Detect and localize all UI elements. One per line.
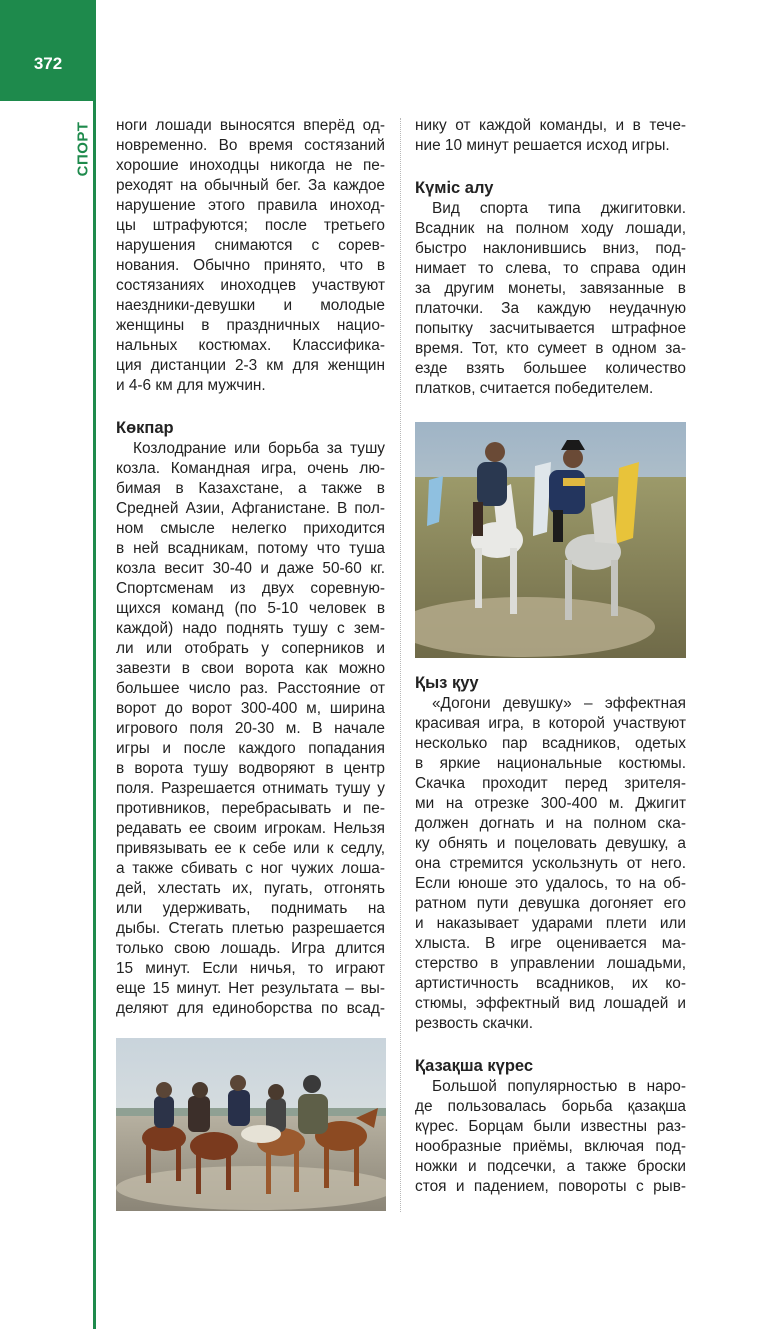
text-line: ножки и подсечки, а также броски — [415, 1158, 686, 1175]
text-line: каждой) надо поднять тушу с зем- — [116, 620, 385, 637]
text-line: ноги лошади выносятся вперёд од- — [116, 117, 385, 134]
text-line: дей, хлестать их, пугать, отгонять — [116, 880, 385, 897]
kokpar-paragraph — [116, 439, 385, 1019]
text-line: и 4-6 км для мужчин. — [116, 377, 266, 394]
text-line: «Догони девушку» – эффектная — [432, 695, 686, 712]
text-line: нарушение этого правила иноход- — [116, 197, 385, 214]
text-line: женщины в праздничных нацио- — [116, 317, 385, 334]
kyz-kuu-photo — [415, 422, 686, 658]
text-line: нальных костюмах. Классифика- — [116, 337, 385, 354]
text-line: стерство в управлении лошадьми, — [415, 955, 686, 972]
text-line: поля. Разрешается отнимать тушу у — [116, 780, 385, 797]
page-number: 372 — [33, 54, 63, 73]
section-label-text: СПОРТ — [74, 121, 92, 177]
text-line: нарушения снимаются с сорев- — [116, 237, 385, 254]
text-line: ли или отобрать у соперников и — [116, 640, 385, 657]
text-line: Всадник на полном ходу лошади, — [415, 220, 686, 237]
text-line: цы штрафуются; после третьего — [116, 217, 385, 234]
text-line: Спортсменам из двух соревную- — [116, 580, 385, 597]
text-line: күрес. Борцам были известны раз- — [415, 1118, 686, 1135]
text-line: артистичность всадников, их ко- — [415, 975, 686, 992]
right-column-lower — [415, 672, 686, 1197]
text-line: в яркие национальные костюмы. — [415, 755, 686, 772]
text-line: козла весит 30-40 и даже 50-60 кг. — [116, 560, 385, 577]
text-line: противников, перебрасывать и пе- — [116, 800, 385, 817]
text-line: в ворота тушу водворяют в центр — [116, 760, 385, 777]
text-line: большее число раз. Расстояние от — [116, 680, 385, 697]
text-line: Скачка проходит перед зрителя- — [415, 775, 686, 792]
text-line: красивая игра, в которой участвуют — [415, 715, 686, 732]
text-line: де пользовалась борьба қазақша — [415, 1098, 686, 1115]
text-line: нику от каждой команды, и в тече- — [415, 117, 686, 134]
text-line: ние 10 минут решается исход игры. — [415, 137, 670, 154]
text-line: несколько пар всадников, одетых — [415, 735, 686, 752]
kyz-kuu-paragraph — [415, 694, 686, 1034]
text-line: за другим монеты, завязанные в — [415, 280, 686, 297]
text-line: ном смысле нелегко приходится — [116, 520, 385, 537]
text-line: нования. Обычно принято, что в — [116, 257, 385, 274]
text-line: и наказывает ударами плети или — [415, 915, 686, 932]
side-rule — [93, 101, 96, 1329]
text-line: игры и после каждого попадания — [116, 740, 385, 757]
text-line: или удерживать, поднимать на — [116, 900, 385, 917]
continued-paragraph — [415, 116, 686, 156]
text-line: ку обнять и поцеловать девушку, а — [415, 835, 686, 852]
text-line: завезти в свои ворота как можно — [116, 660, 385, 677]
text-line: хорошие иноходцы никогда не пе- — [116, 157, 385, 174]
text-line: только свою лошадь. Игра длится — [116, 940, 385, 957]
text-line: стюмы, эффектный вид лошадей и — [415, 995, 686, 1012]
text-line: резвость скачки. — [415, 1015, 534, 1032]
kumis-alu-heading: Күміс алу — [415, 179, 494, 197]
text-line: дыбы. Стегать плетью разрешается — [116, 920, 385, 937]
text-line: хлыста. В игре оценивается ма- — [415, 935, 686, 952]
text-line: редавать ее своим игрокам. Нельзя — [116, 820, 385, 837]
text-line: козла. Командная игра, очень лю- — [116, 460, 385, 477]
text-line: в ней всадникам, потому что туша — [116, 540, 385, 557]
intro-paragraph — [116, 116, 385, 396]
text-line: нообразные приёмы, включая под- — [415, 1138, 686, 1155]
kumis-alu-paragraph — [415, 199, 686, 399]
text-line: нимает то слева, то справа один — [415, 260, 686, 277]
kokpar-heading: Көкпар — [116, 419, 174, 437]
text-line: реходят на обычный бег. За каждое — [116, 177, 385, 194]
text-line: ми на отрезке 300-400 м. Джигит — [415, 795, 686, 812]
text-line: стоя и падением, повороты с рыв- — [415, 1178, 686, 1195]
kazaksha-kures-heading: Қазақша күрес — [415, 1057, 534, 1075]
text-line: щихся команд (по 5-10 человек в — [116, 600, 385, 617]
text-line: привязывать ее к себе или к седлу, — [116, 840, 385, 857]
text-line: 15 минут. Если ничья, то играют — [116, 960, 385, 977]
text-line: ция дистанции 2-3 км для женщин — [116, 357, 385, 374]
text-line: игрового поля 20-30 м. В начале — [116, 720, 385, 737]
section-label — [70, 121, 96, 177]
kazaksha-kures-paragraph — [415, 1077, 686, 1197]
text-line: ратном пути девушка догоняет его — [415, 895, 686, 912]
text-line: деляют для единоборства по всад- — [116, 1000, 385, 1017]
text-line: состязаниях иноходцев участвуют — [116, 277, 385, 294]
column-divider — [400, 118, 401, 1212]
text-line: Средней Азии, Афганистане. В пол- — [116, 500, 385, 517]
text-line: платочки. За каждую неудачную — [415, 300, 686, 317]
text-line: а также сбивать с ног чужих лоша- — [116, 860, 385, 877]
text-line: бимая в Казахстане, а также в — [116, 480, 385, 497]
text-line: езде взять большее количество — [415, 360, 686, 377]
text-line: ворот до ворот 300-400 м, ширина — [116, 700, 385, 717]
text-line: еще 15 минут. Нет результата – вы- — [116, 980, 385, 997]
text-line: платков, считается победителем. — [415, 380, 654, 397]
text-line: наездники-девушки и молодые — [116, 297, 385, 314]
text-line: она стремится ускользнуть от него. — [415, 855, 686, 872]
text-line: Вид спорта типа джигитовки. — [432, 200, 686, 217]
text-line: Если юноше это удалось, то на об- — [415, 875, 686, 892]
page-number-tab — [0, 0, 96, 101]
right-column — [415, 116, 686, 399]
text-line: должен догнать и на полном ска- — [415, 815, 686, 832]
left-column — [116, 116, 385, 1019]
kokpar-photo — [116, 1038, 386, 1211]
text-line: Козлодрание или борьба за тушу — [133, 440, 385, 457]
kyz-kuu-heading: Қыз қуу — [415, 674, 479, 692]
text-line: быстро наклонившись вниз, под- — [415, 240, 686, 257]
text-line: попытку засчитывается штрафное — [415, 320, 686, 337]
text-line: время. Тот, кто сумеет в одном за- — [415, 340, 686, 357]
text-line: новременно. Во время состязаний — [116, 137, 385, 154]
text-line: Большой популярностью в наро- — [432, 1078, 686, 1095]
